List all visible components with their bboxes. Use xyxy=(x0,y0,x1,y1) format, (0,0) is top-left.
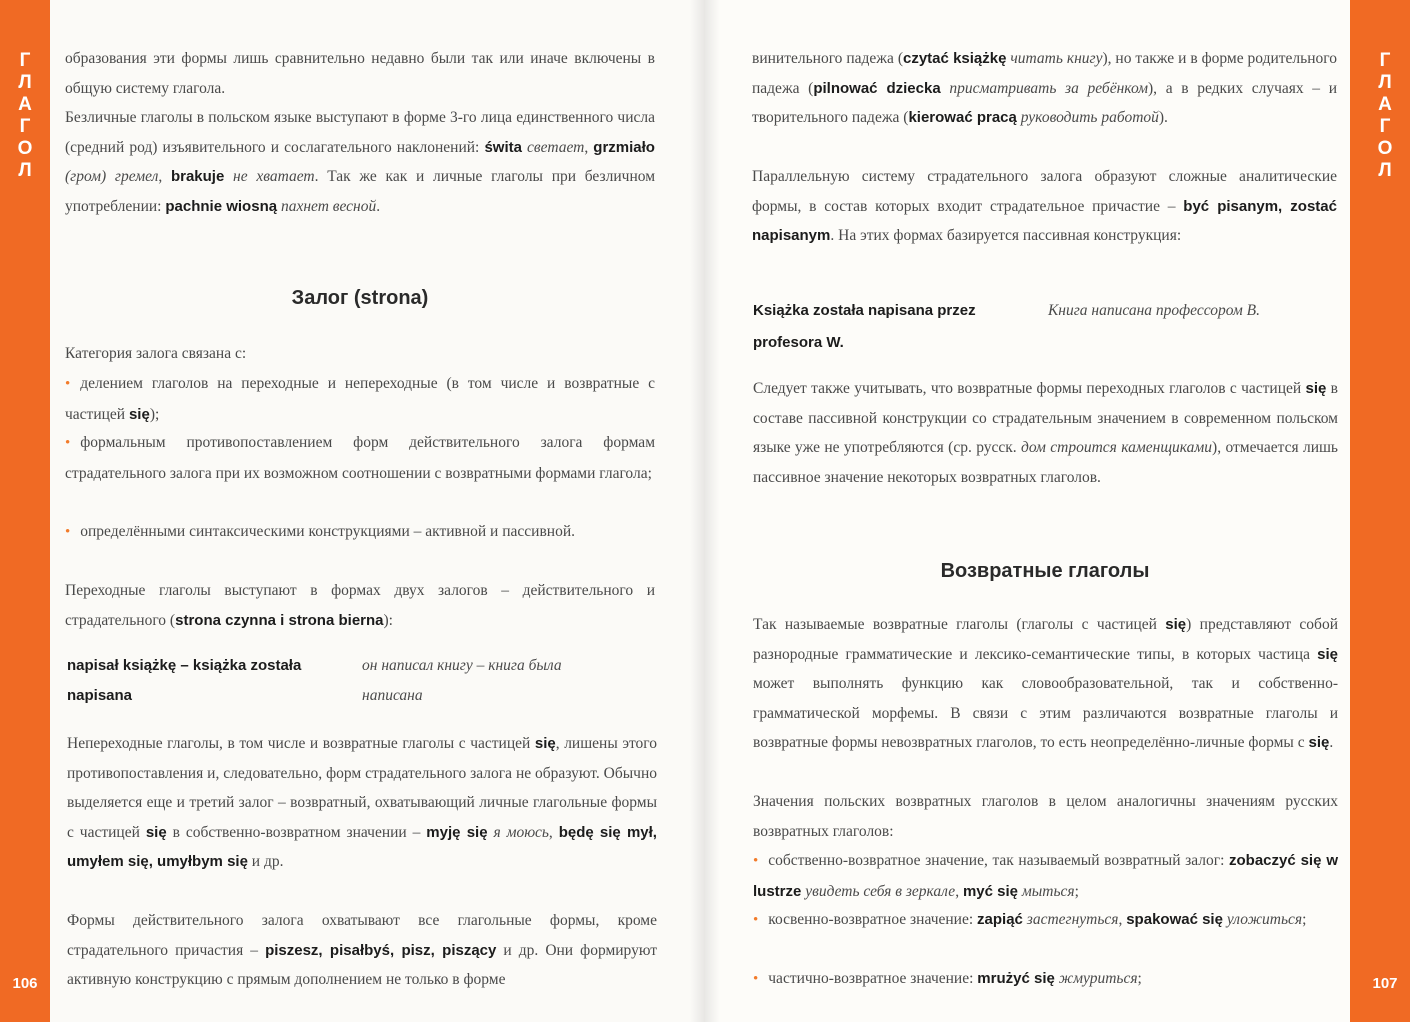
left-label-letter: Л xyxy=(18,160,32,181)
list-item: • формальным противопоставлением форм действительного залога формам страдательного залога при их возможном соотношении с возвратными формами глагола; xyxy=(65,434,655,482)
left-paragraph-2: Безличные глаголы в польском языке выступают в форме 3-го лица единственного числа (средний род) изъявительного и сослагательного наклонений: świta светает, grzmiało (гром) гремел, brakuje не хватает. Так же как и личные глаголы при безличном употреблении: pachnie wiosną пахнет весной. xyxy=(65,109,656,215)
right-section-label xyxy=(1360,50,1410,182)
list-item: • определёнными синтаксическими конструкциями – активной и пассивной. xyxy=(65,523,575,540)
example-polish-line: napisał książkę – książka została xyxy=(67,657,302,674)
right-paragraph-5: Значения польских возвратных глаголов в целом аналогичны значениям русских возвратных глаголов: xyxy=(753,793,1338,840)
right-paragraph-4: Так называемые возвратные глаголы (глаголы с частицей się) представляют собой разнородные грамматические и лексико-семантические типы, в которых частица się может выполнять функцию как словообразовательной, так и собственно-грамматической морфемы. В связи с этим различаются возвратные глаголы и возвратные формы невозвратных глаголов, то есть неопределённо-личные формы с się. xyxy=(753,616,1338,751)
left-page-number: 106 xyxy=(12,975,38,992)
example-polish-line: napisana xyxy=(67,687,133,704)
example-passive-construction xyxy=(753,296,1338,358)
right-label-letter: Г xyxy=(1379,116,1391,137)
section-heading-voice: Залог (strona) xyxy=(291,287,429,309)
example-polish-line: profesora W. xyxy=(753,334,844,351)
right-paragraph-2: Параллельную систему страдательного залога образуют сложные аналитические формы, в состав которых входит страдательное причастие – być pisanym, zostać napisanym. На этих формах базируется пассивная конструкция: xyxy=(752,168,1337,244)
left-paragraph-1: образования эти формы лишь сравнительно недавно были так или иначе включены в общую систему глагола. xyxy=(65,50,655,97)
right-page xyxy=(705,0,1350,1022)
example-russian-line: написана xyxy=(362,687,423,704)
right-label-letter: О xyxy=(1377,138,1393,159)
right-label-letter: Г xyxy=(1379,50,1391,71)
right-page-number: 107 xyxy=(1372,975,1398,992)
example-active-passive xyxy=(67,651,657,713)
list-item: • частично-возвратное значение: mrużyć się жмуриться; xyxy=(753,970,1142,987)
left-label-letter: Л xyxy=(18,72,32,93)
left-paragraph-6: Формы действительного залога охватывают все глагольные формы, кроме страдательного причастия – piszesz, pisałbyś, pisz, piszący и др. Они формируют активную конструкцию с прямым дополнением не только в форме xyxy=(67,912,658,988)
left-side-tab xyxy=(0,0,50,1022)
left-label-letter: Г xyxy=(19,50,31,71)
example-polish-line: Książka została napisana przez xyxy=(753,302,976,319)
left-paragraph-4: Переходные глаголы выступают в формах двух залогов – действительного и страдательного (strona czynna i strona bierna): xyxy=(65,582,655,629)
list-item: • собственно-возвратное значение, так называемый возвратный залог: zobaczyć się w lustrze увидеть себя в зеркале, myć się мыться; xyxy=(753,852,1338,900)
section-heading-reflexive: Возвратные глаголы xyxy=(940,560,1150,582)
right-label-letter: А xyxy=(1378,94,1392,115)
right-label-letter: Л xyxy=(1378,72,1392,93)
right-side-tab xyxy=(1360,0,1410,1022)
left-page xyxy=(50,0,705,1022)
left-paragraph-3: Категория залога связана с: xyxy=(65,345,247,362)
right-paragraph-1: винительного падежа (czytać książkę читать книгу), но также и в форме родительного падежа (pilnować dziecka присматривать за ребёнком), а в редких случаях – и творительного падежа (kierować pracą руководить работой). xyxy=(752,50,1337,126)
list-item: • косвенно-возвратное значение: zapiąć застегнуться, spakować się уложиться; xyxy=(753,911,1307,928)
example-russian-line: Книга написана профессором В. xyxy=(1048,302,1260,319)
left-section-label xyxy=(0,50,50,182)
left-label-letter: А xyxy=(18,94,32,115)
list-item: • делением глаголов на переходные и непереходные (в том числе и возвратные с частицей się); xyxy=(65,375,655,423)
example-russian-line: он написал книгу – книга была xyxy=(362,657,562,674)
left-label-letter: О xyxy=(17,138,33,159)
right-label-letter: Л xyxy=(1378,160,1392,181)
right-paragraph-3: Следует также учитывать, что возвратные формы переходных глаголов с частицей się в составе пассивной конструкции со страдательным значением в современном польском языке уже не употребляются (ср. русск. дом строится каменщиками), отмечается лишь пассивное значение некоторых возвратных глаголов. xyxy=(753,380,1338,486)
left-label-letter: Г xyxy=(19,116,31,137)
left-paragraph-5: Непереходные глаголы, в том числе и возвратные глаголы с частицей się, лишены этого противопоставления и, следовательно, форм страдательного залога не образуют. Обычно выделяется еще и третий залог – возвратный, охватывающий личные глагольные формы с частицей się в собственно-возвратном значении – myję się я моюсь, będę się mył, umyłem się, umyłbym się и др. xyxy=(67,735,658,870)
